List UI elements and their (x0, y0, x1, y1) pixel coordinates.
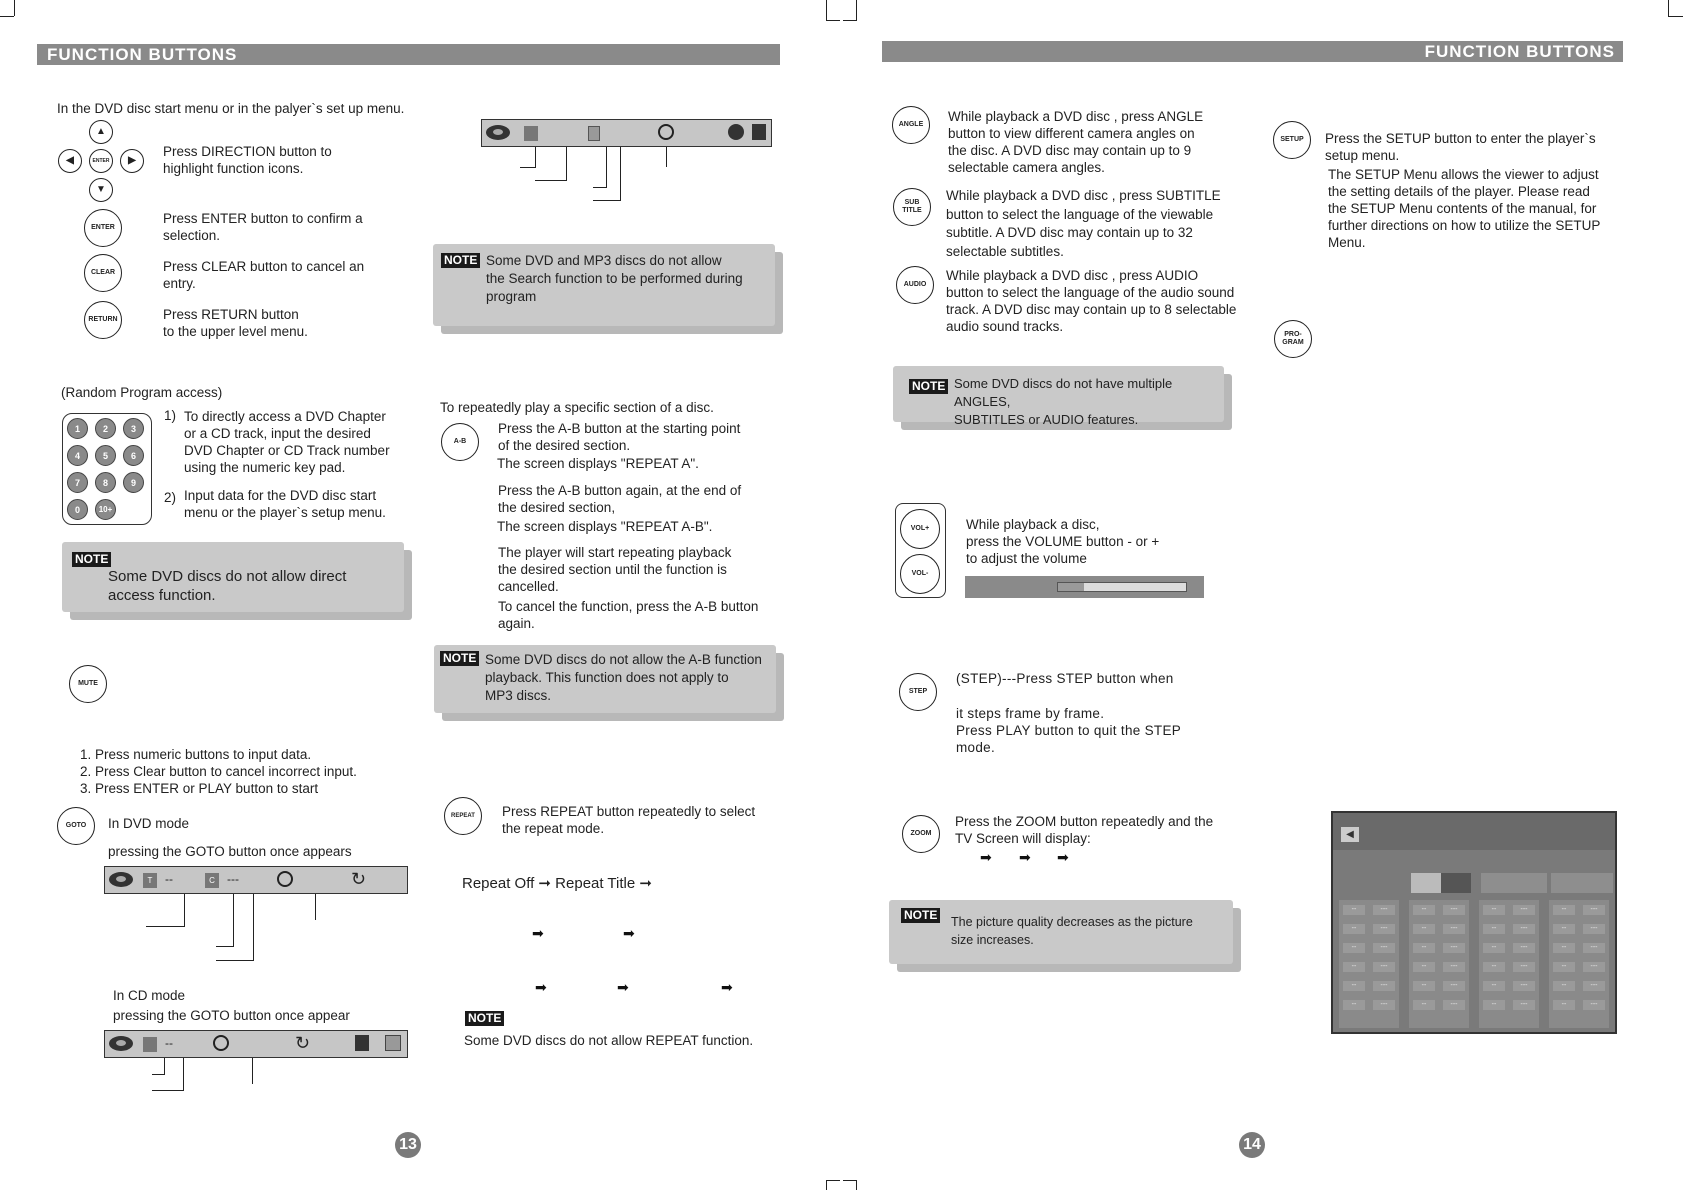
ab-button[interactable]: A-B (441, 423, 479, 461)
step-text-2: it steps frame by frame. Press PLAY button to quit the STEP mode. (956, 706, 1182, 755)
keypad (62, 413, 152, 525)
osd-search (481, 119, 772, 147)
audio-channel-icon (385, 1035, 401, 1051)
program-slot[interactable]: -- (1343, 962, 1365, 972)
osd-chapter-value: --- (227, 872, 239, 886)
setup-text-2: The SETUP Menu allows the viewer to adjust the setting details of the player. Please read the SETUP Menu contents of the manual, for further directions on how to utilize the SETUP Menu. (1328, 167, 1601, 250)
program-slot[interactable]: --- (1373, 981, 1395, 991)
note-ab-text: Some DVD discs do not allow the A-B function playback. This function does not apply to MP3 discs. (485, 652, 762, 703)
crop-mark (826, 1180, 840, 1181)
osd-track-value: -- (165, 1036, 173, 1050)
program-slot[interactable]: -- (1553, 1000, 1575, 1010)
program-slot[interactable]: -- (1413, 943, 1435, 953)
ab-step-3: Press the A-B button again, at the end of the desired section, (498, 483, 742, 515)
subtitle-text: While playback a DVD disc , press SUBTITLE button to select the language of the viewable subtitle. A DVD disc may contain up to 32 selectable subtitles. (946, 188, 1221, 259)
program-icon (752, 124, 766, 140)
key-10-plus[interactable]: 10+ (95, 499, 116, 520)
program-slot[interactable]: --- (1443, 981, 1465, 991)
arrow-icon: ➡ (1057, 849, 1069, 865)
enter-text: Press ENTER button to confirm a selection. (163, 211, 363, 243)
note-tag: NOTE (901, 908, 940, 923)
program-slot[interactable]: --- (1583, 905, 1605, 915)
program-slot[interactable]: -- (1553, 905, 1575, 915)
dvd-goto-text: pressing the GOTO button once appears (108, 844, 352, 859)
note-angle (893, 366, 1224, 427)
osd-title-value: -- (165, 872, 173, 886)
crop-mark (14, 0, 15, 16)
program-slot[interactable]: -- (1483, 943, 1505, 953)
crop-mark (1668, 0, 1669, 16)
key-4[interactable]: 4 (67, 445, 88, 466)
key-9[interactable]: 9 (123, 472, 144, 493)
program-slot[interactable]: --- (1443, 905, 1465, 915)
leader-line (183, 1058, 184, 1090)
volume-track (1057, 582, 1187, 592)
zoom-text: Press the ZOOM button repeatedly and the TV Screen will display: (955, 814, 1214, 846)
note-zoom-text: The picture quality decreases as the picture size increases. (951, 915, 1193, 947)
crop-mark (856, 1180, 857, 1190)
repeat-note: Some DVD discs do not allow REPEAT function. (464, 1033, 754, 1048)
program-slot[interactable]: -- (1343, 905, 1365, 915)
leader-line (666, 147, 667, 167)
program-slot[interactable]: --- (1443, 924, 1465, 934)
goto-steps: 1. Press numeric buttons to input data. 2. Press Clear button to cancel incorrect input. 3. Press ENTER or PLAY button to start (80, 747, 357, 796)
cd-mode: In CD mode (113, 988, 186, 1003)
program-button[interactable]: PRO- GRAM (1274, 320, 1312, 358)
key-1[interactable]: 1 (67, 418, 88, 439)
clock-icon (658, 124, 674, 140)
key-8[interactable]: 8 (95, 472, 116, 493)
leader-line (566, 147, 567, 180)
disc-icon (109, 1036, 133, 1051)
step-text-1: (STEP)---Press STEP button when (956, 671, 1174, 686)
crop-mark (1668, 16, 1683, 17)
program-slot[interactable]: --- (1373, 943, 1395, 953)
program-slot[interactable]: -- (1413, 981, 1435, 991)
program-slot[interactable]: -- (1343, 924, 1365, 934)
repeat-icon: ↻ (295, 1033, 311, 1053)
ab-step-6: To cancel the function, press the A-B button again. (498, 599, 759, 631)
program-icon (355, 1035, 369, 1051)
repeat-text: Press REPEAT button repeatedly to select the repeat mode. (502, 804, 756, 836)
angle-text: While playback a DVD disc , press ANGLE button to view different camera angles on the disc. A DVD disc may contain up to 9 selectable camera angles. (948, 109, 1204, 175)
page-number-14: 14 (1239, 1132, 1265, 1158)
disc-icon (109, 872, 133, 887)
note-search-text: Some DVD and MP3 discs do not allow the Search function to be performed during program (486, 253, 743, 304)
volume-text: While playback a disc, press the VOLUME button - or + to adjust the volume (966, 517, 1160, 566)
leader-line (315, 894, 316, 920)
page-number-13: 13 (395, 1132, 421, 1158)
zoom-button[interactable]: ZOOM (902, 815, 940, 853)
crop-mark (0, 16, 14, 17)
crop-mark (843, 20, 857, 21)
vol-down-button[interactable]: VOL- (900, 554, 940, 594)
return-button[interactable]: RETURN (84, 301, 122, 339)
program-slot[interactable]: -- (1413, 1000, 1435, 1010)
program-slot[interactable]: -- (1413, 962, 1435, 972)
arrow-icon: ➡ (1019, 849, 1031, 865)
program-slot[interactable]: --- (1373, 924, 1395, 934)
crop-mark (826, 20, 840, 21)
key-3[interactable]: 3 (123, 418, 144, 439)
right-banner: FUNCTION BUTTONS (882, 41, 1623, 62)
note-angle-text: Some DVD discs do not have multiple ANGLES, SUBTITLES or AUDIO features. (954, 376, 1173, 427)
arrow-icon: ➡ (617, 979, 629, 995)
leader-line (535, 180, 567, 181)
program-slot[interactable]: -- (1483, 905, 1505, 915)
crop-mark (826, 1180, 827, 1190)
program-slot[interactable]: --- (1513, 943, 1535, 953)
program-slot[interactable]: -- (1553, 981, 1575, 991)
setup-text-1: Press the SETUP button to enter the player`s setup menu. (1325, 131, 1596, 163)
leader-line (164, 1058, 165, 1074)
program-slot[interactable]: --- (1373, 962, 1395, 972)
leader-line (620, 147, 621, 200)
program-slot[interactable]: --- (1513, 962, 1535, 972)
program-slot[interactable]: --- (1373, 1000, 1395, 1010)
note-tag: NOTE (909, 379, 948, 394)
title-icon: T (143, 873, 157, 888)
program-slot[interactable]: --- (1443, 943, 1465, 953)
leader-line (593, 200, 621, 201)
right-arrow-button[interactable]: ▶ (120, 149, 144, 173)
title-icon (524, 126, 538, 141)
leader-line (216, 946, 234, 947)
ab-step-5: The player will start repeating playback the desired section until the function is cancelled. (498, 545, 732, 594)
leader-line (184, 894, 185, 926)
cd-goto-text: pressing the GOTO button once appear (113, 1008, 350, 1023)
disc-icon (486, 125, 510, 140)
subtitle-button[interactable]: SUB TITLE (893, 188, 931, 226)
random-title: (Random Program access) (61, 385, 223, 400)
clock-icon (277, 871, 293, 887)
program-slot[interactable]: --- (1583, 924, 1605, 934)
repeat-icon: ↻ (351, 869, 367, 889)
note-direct (62, 542, 404, 612)
leader-line (535, 147, 536, 167)
volume-bar (965, 576, 1204, 598)
clear-text: Press CLEAR button to cancel an entry. (163, 259, 365, 291)
repeat-sequence: Repeat Off ➞ Repeat Title ➞ (462, 875, 652, 892)
leader-line (253, 894, 254, 960)
note-ab (434, 645, 776, 713)
up-arrow-button[interactable]: ▲ (89, 120, 113, 144)
chapter-icon: C (205, 873, 219, 888)
speaker-icon: ◀ (1341, 827, 1359, 842)
program-slot[interactable]: --- (1443, 962, 1465, 972)
enter-small-button[interactable]: ENTER (89, 149, 113, 173)
crop-mark (826, 0, 827, 20)
leader-line (233, 894, 234, 946)
osd-cd-goto (104, 1030, 408, 1058)
osd-dvd-goto (104, 866, 408, 894)
leader-line (146, 926, 185, 927)
program-slot[interactable]: -- (1483, 962, 1505, 972)
direction-text: Press DIRECTION button to highlight function icons. (163, 144, 332, 176)
note-tag: NOTE (441, 253, 480, 268)
vol-up-button[interactable]: VOL+ (900, 509, 940, 549)
program-slot[interactable]: -- (1553, 924, 1575, 934)
leader-line (216, 960, 254, 961)
note-search (433, 244, 775, 326)
program-slot[interactable]: -- (1483, 1000, 1505, 1010)
program-slot[interactable]: -- (1413, 924, 1435, 934)
arrow-icon: ➡ (623, 925, 635, 941)
leader-line (252, 1058, 253, 1084)
menu-intro: In the DVD disc start menu or in the palyer`s set up menu. (57, 101, 405, 116)
program-slot[interactable]: -- (1343, 1000, 1365, 1010)
crop-mark (843, 1180, 857, 1181)
leader-line (520, 167, 536, 168)
program-slot[interactable]: --- (1513, 1000, 1535, 1010)
program-slot[interactable]: -- (1483, 924, 1505, 934)
key-7[interactable]: 7 (67, 472, 88, 493)
leader-line (593, 187, 607, 188)
clock-icon (213, 1035, 229, 1051)
note-tag: NOTE (72, 552, 111, 567)
program-slot[interactable]: --- (1583, 981, 1605, 991)
leader-line (606, 147, 607, 187)
program-slot[interactable]: --- (1583, 962, 1605, 972)
leader-line (152, 1074, 165, 1075)
key-5[interactable]: 5 (95, 445, 116, 466)
track-icon (143, 1037, 157, 1052)
audio-button[interactable]: AUDIO (896, 266, 934, 304)
step-button[interactable]: STEP (899, 673, 937, 711)
angle-button[interactable]: ANGLE (892, 106, 930, 144)
program-slot[interactable]: -- (1343, 943, 1365, 953)
program-slot[interactable]: --- (1583, 943, 1605, 953)
ab-intro: To repeatedly play a specific section of a disc. (440, 400, 714, 415)
ab-step-4: The screen displays "REPEAT A-B". (497, 519, 713, 534)
note-direct-text: Some DVD discs do not allow direct access function. (108, 568, 347, 604)
note-tag: NOTE (440, 651, 479, 666)
arrow-icon: ➡ (721, 979, 733, 995)
step1-text: To directly access a DVD Chapter or a CD track, input the desired DVD Chapter or CD Track number using the numeric key pad. (184, 409, 390, 475)
audio-icon (728, 124, 744, 140)
program-slot[interactable]: --- (1513, 981, 1535, 991)
key-6[interactable]: 6 (123, 445, 144, 466)
step2-text: Input data for the DVD disc start menu or the player`s setup menu. (184, 488, 386, 520)
note-tag: NOTE (465, 1011, 504, 1026)
audio-text: While playback a DVD disc , press AUDIO button to select the language of the audio sound track. A DVD disc may contain up to 8 selectable audio sound tracks. (946, 268, 1237, 334)
mute-button[interactable]: MUTE (69, 665, 107, 703)
arrow-icon: ➡ (535, 979, 547, 995)
program-slot[interactable]: -- (1553, 962, 1575, 972)
program-slot[interactable]: --- (1583, 1000, 1605, 1010)
program-slot[interactable]: -- (1483, 981, 1505, 991)
note-zoom (889, 900, 1233, 964)
program-slot[interactable]: -- (1553, 943, 1575, 953)
arrow-icon: ➡ (532, 925, 544, 941)
arrow-icon: ➡ (980, 849, 992, 865)
ab-step-1: Press the A-B button at the starting point of the desired section. (498, 421, 741, 453)
repeat-button[interactable]: REPEAT (444, 797, 482, 835)
key-2[interactable]: 2 (95, 418, 116, 439)
program-slot[interactable]: --- (1373, 905, 1395, 915)
left-banner: FUNCTION BUTTONS (37, 44, 780, 65)
dvd-mode: In DVD mode (108, 816, 190, 831)
program-slot[interactable]: --- (1513, 924, 1535, 934)
clear-button[interactable]: CLEAR (84, 254, 122, 292)
enter-button[interactable]: ENTER (84, 209, 122, 247)
ab-step-2: The screen displays "REPEAT A". (497, 456, 699, 471)
program-slot[interactable]: -- (1413, 905, 1435, 915)
left-arrow-button[interactable]: ◀ (58, 149, 82, 173)
leader-line (152, 1090, 184, 1091)
key-0[interactable]: 0 (67, 499, 88, 520)
chapter-icon (588, 126, 600, 141)
return-text: Press RETURN button to the upper level menu. (163, 307, 308, 339)
down-arrow-button[interactable]: ▼ (89, 178, 113, 202)
crop-mark (856, 0, 857, 20)
step1-num: 1) (164, 408, 177, 423)
program-slot[interactable]: --- (1513, 905, 1535, 915)
step2-num: 2) (164, 490, 177, 505)
setup-button[interactable]: SETUP (1273, 121, 1311, 159)
volume-fill (1058, 583, 1084, 591)
program-slot[interactable]: --- (1443, 1000, 1465, 1010)
program-slot[interactable]: -- (1343, 981, 1365, 991)
goto-button[interactable]: GOTO (57, 807, 95, 845)
